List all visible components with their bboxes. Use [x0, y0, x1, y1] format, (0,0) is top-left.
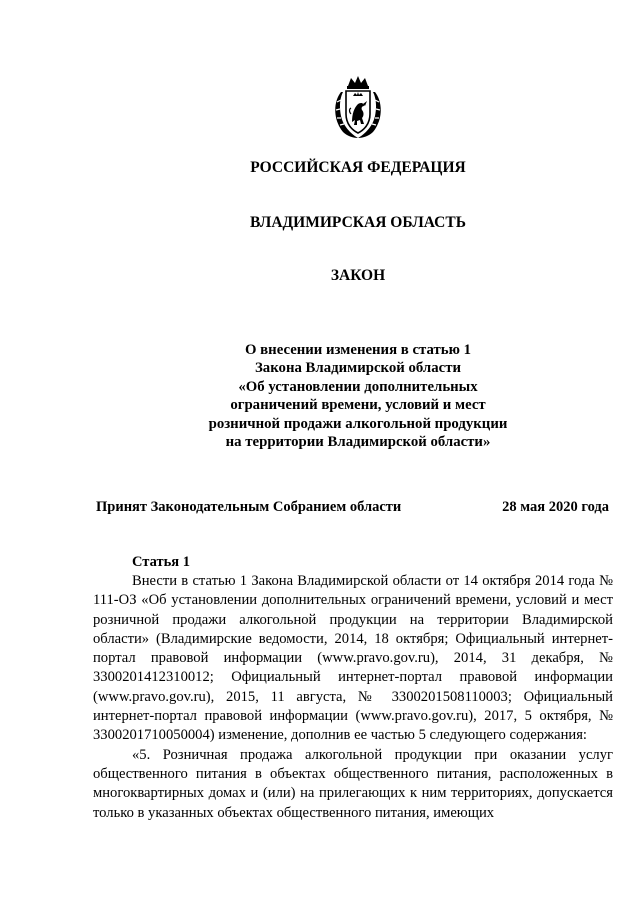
law-title-line: на территории Владимирской области»	[225, 434, 491, 451]
adoption-date: 28 мая 2020 года	[502, 499, 609, 515]
adoption-label: Принят Законодательным Собранием области	[96, 499, 402, 515]
document-type-heading: ЗАКОН	[330, 267, 386, 284]
federation-heading: РОССИЙСКАЯ ФЕДЕРАЦИЯ	[250, 159, 466, 176]
coat-of-arms-icon	[331, 74, 385, 140]
region-heading: ВЛАДИМИРСКАЯ ОБЛАСТЬ	[250, 214, 466, 231]
article-paragraph: Внести в статью 1 Закона Владимирской области от 14 октября 2014 года № 111-ОЗ «Об установлении дополнительных ограничений времени, условий и мест розничной продажи алкогольной продукции на территории Владимирской области» (Владимирские ведомости, 2014, 18 октября; Официальный интернет-портал правовой информации (www.pravo.gov.ru), 2014, 31 декабря, № 3300201412310012; Официальный интернет-портал правовой информации (www.pravo.gov.ru), 2015, 11 августа, № 3300201508110003; Официальный интернет-портал правовой информации (www.pravo.gov.ru), 2017, 5 октября, № 3300201710050004) изменение, дополнив ее частью 5 следующего содержания:	[93, 573, 613, 744]
article-body	[93, 572, 613, 823]
law-title-line: розничной продажи алкогольной продукции	[208, 415, 508, 432]
law-title-line: ограничений времени, условий и мест	[230, 397, 486, 414]
law-title-line: Закона Владимирской области	[255, 360, 461, 377]
article-paragraph: «5. Розничная продажа алкогольной продукции при оказании услуг общественного питания в объектах общественного питания, расположенных в многоквартирных домах и (или) на прилегающих к ним территориях, допускается только в указанных объектах общественного питания, имеющих	[93, 746, 613, 821]
law-title	[0, 341, 640, 451]
article-title: Статья 1	[132, 554, 190, 570]
law-title-line: О внесении изменения в статью 1	[244, 342, 472, 358]
law-title-line: «Об установлении дополнительных	[238, 378, 478, 395]
